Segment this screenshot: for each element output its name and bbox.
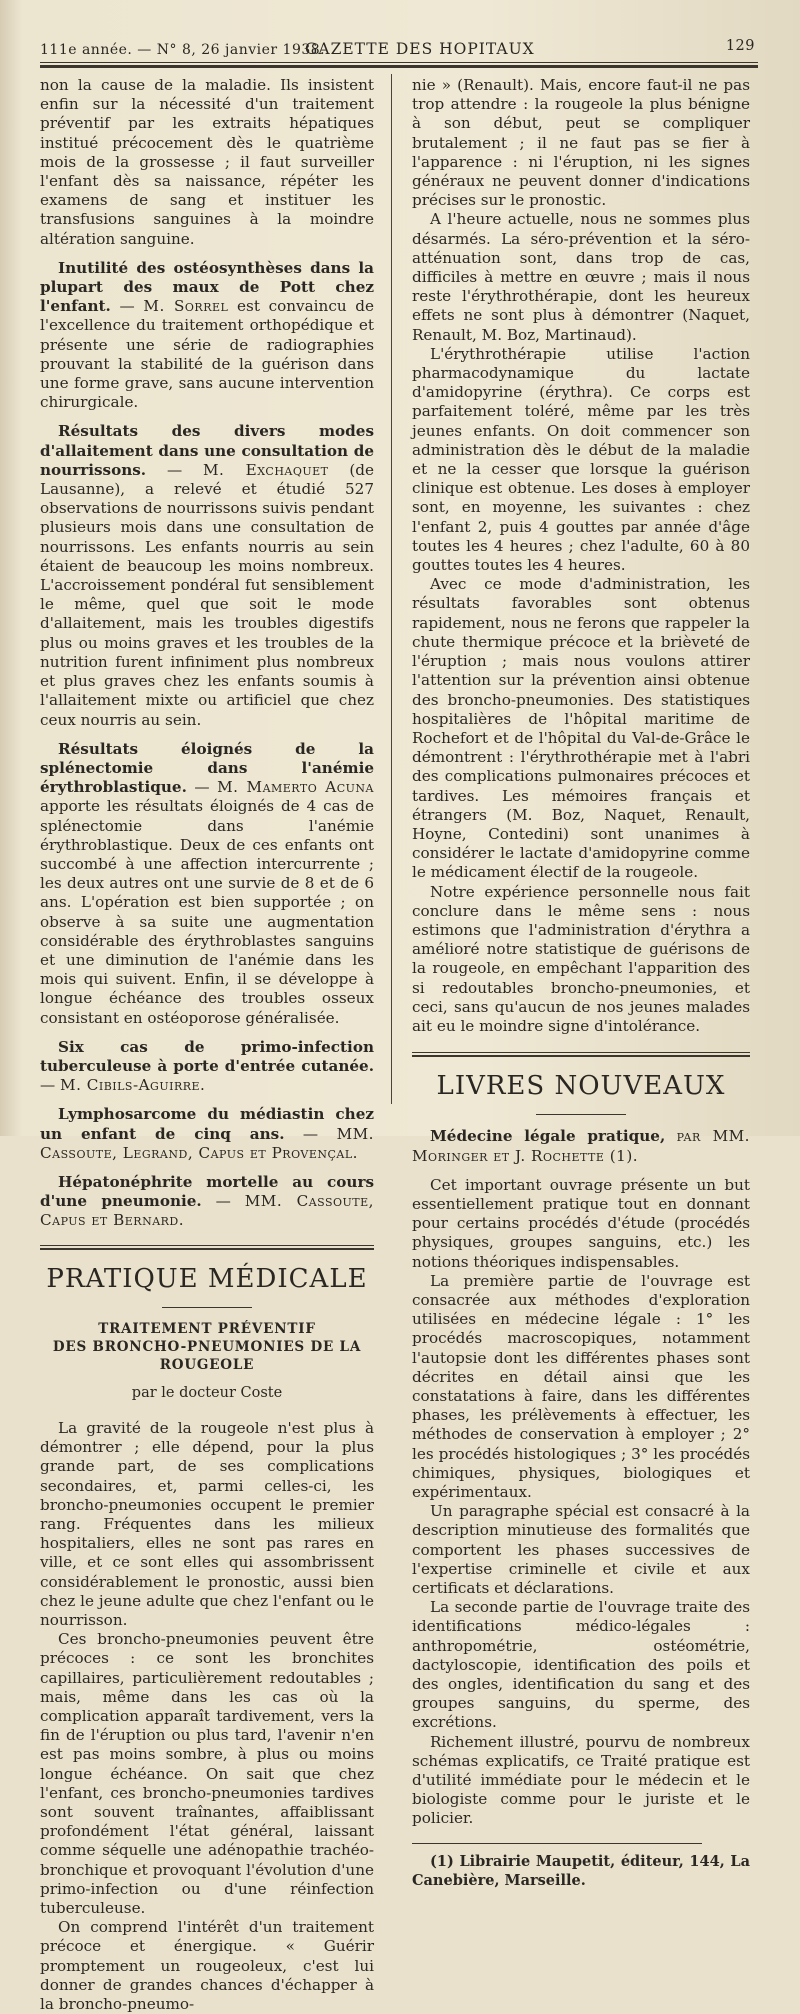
paragraph: Notre expérience personnelle nous fait conclure dans le même sens : nous estimons que l'administration d'érythra a amélioré notre statistique de guérisons de la rougeole, en empêchant l'apparition des si redoutables broncho-pneumonies, et ceci, sans qu'aucun de nos jeunes malades ait eu le moindre signe d'intolérance.: [412, 882, 750, 1035]
section-title: LIVRES NOUVEAUX: [436, 1071, 726, 1102]
report-title: Lymphosarcome du médiastin chez un enfant de cinq ans.: [40, 1105, 374, 1143]
paragraph: La seconde partie de l'ouvrage traite des identifications médico-légales : anthropométrie, ostéométrie, dactyloscopie, identification des poils et des ongles, identification du sang et des groupes sanguins, du sperme, des excrétions.: [412, 1598, 750, 1732]
report-text: apporte les résultats éloignés de 4 cas de splénectomie dans l'anémie érythroblastique. Deux de ces enfants ont succombé à une affection intercurrente ; les deux autres ont une survie de 8 et de 6 ans. L'opération est bien supportée ; on observe à sa suite une augmentation considérable des érythroblastes sanguins et une diminution de l'anémie dans les mois qui suivent. Enfin, il se développe à longue échéance des troubles osseux consistant en ostéoporose généralisée.: [40, 797, 374, 1027]
report-title: Résultats des divers modes d'allaitement dans une consultation de nourrissons.: [40, 422, 374, 479]
section-rule: [412, 1052, 750, 1053]
page-number: 129: [725, 38, 755, 54]
paragraph: non la cause de la maladie. Ils insistent enfin sur la nécessité d'un traitement préventif par les extraits hépatiques institué précocement dès le quatrième mois de la grossesse ; il faut surveiller l'enfant dès sa naissance, répéter les examens de sang et instituer les transfusions sanguines à la moindre altération sanguine.: [40, 76, 374, 248]
article-byline: par le docteur Coste: [131, 1384, 283, 1401]
report-item: Résultats éloignés de la splénectomie dans l'anémie érythroblastique. — M. Mamerto Acuna apporte les résultats éloignés de 4 cas de splénectomie dans l'anémie érythroblastique. Deux de ces enfants ont succombé à une affection intercurrente ; les deux autres ont une survie de 8 et de 6 ans. L'opération est bien supportée ; on observe à sa suite une augmentation considérable des érythroblastes sanguins et une diminution de l'anémie dans les mois qui suivent. Enfin, il se développe à longue échéance des troubles osseux consistant en ostéoporose généralisée.: [40, 739, 374, 1027]
report-item: Résultats des divers modes d'allaitement dans une consultation de nourrissons. — M. Exchaquet (de Lausanne), a relevé et étudié 527 observations de nourrissons suivis pendant plusieurs mois dans une consultation de nourrissons. Les enfants nourris au sein étaient de beaucoup les moins nombreux. L'accroissement pondéral fut sensiblement le même, quel que soit le mode d'allaitement, mais les troubles digestifs plus ou moins graves et les troubles de la nutrition furent infiniment plus nombreux et plus graves chez les enfants soumis à l'allaitement mixte ou artificiel que chez ceux nourris au sein.: [40, 422, 374, 729]
article-title: TRAITEMENT PRÉVENTIF: [98, 1320, 316, 1337]
report-text: est convaincu de l'excellence du traitement orthopédique et présente une série de radiographies prouvant la stabilité de la guérison dans une forme grave, sans aucune intervention chirurgicale.: [40, 297, 375, 412]
header-rule: [40, 62, 758, 63]
paragraph: Avec ce mode d'administration, les résultats favorables sont obtenus rapidement, nous ne ferons que rappeler la chute thermique précoce et la brièveté de l'éruption ; mais nous voulons attirer l'attention sur la prévention ainsi obtenue des broncho-pneumonies. Des statistiques hospitalières de l'hôpital maritime de Rochefort et de l'hôpital du Val-de-Grâce le démontrent : l'érythrothérapie met à l'abri des complications pulmonaires précoces et tardives. Les mémoires français et étrangers (M. Boz, Naquet, Renault, Hoyne, Contedini) sont unanimes à considérer le lactate d'amidopyrine comme le médicament électif de la rougeole.: [412, 575, 750, 882]
section-rule: [40, 1248, 374, 1250]
book-title: Médecine légale pratique,: [430, 1127, 666, 1146]
column-divider: [391, 74, 392, 1104]
paragraph: A l'heure actuelle, nous ne sommes plus désarmés. La séro-prévention et la séro-atténuation sont, dans trop de cas, difficiles à mettre en œuvre ; mais il nous reste l'érythrothérapie, dont les heureux effets ne sont plus à démontrer (Naquet, Renault, M. Boz, Martinaud).: [412, 210, 750, 344]
report-author: M. Mamerto Acuna: [217, 778, 374, 797]
paragraph: La première partie de l'ouvrage est consacrée aux méthodes d'exploration utilisées en médecine légale : 1° les procédés macroscopiques, notamment l'autopsie dont les différentes phases sont décrites en détail ainsi que les constatations à faire, dans les différentes phases, les prélèvements à effectuer, les méthodes de conservation à employer ; 2° les procédés histologiques ; 3° les procédés chimiques, physiques, biologiques et expérimentaux.: [412, 1271, 750, 1502]
paragraph: Richement illustré, pourvu de nombreux schémas explicatifs, ce Traité pratique est d'utilité immédiate pour le médecin et le biologiste comme pour le juriste et le policier.: [412, 1732, 750, 1828]
report-title: Six cas de primo-infection tuberculeuse à porte d'entrée cutanée.: [40, 1037, 374, 1075]
journal-title: GAZETTE DES HOPITAUX: [305, 40, 535, 58]
report-author: M. Cibils-Aguirre.: [60, 1076, 206, 1095]
paragraph: Un paragraphe spécial est consacré à la description minutieuse des formalités que comportent les phases successives de l'expertise criminelle et civile et aux certificats et déclarations.: [412, 1502, 750, 1598]
issue-info: 111e année. — N° 8, 26 janvier 1938.: [40, 42, 326, 58]
article-subtitle: DES BRONCHO-PNEUMONIES DE LA ROUGEOLE: [52, 1338, 362, 1373]
report-author: MM. Cassoute, Capus et Bernard.: [40, 1192, 374, 1230]
report-author: M. Exchaquet: [202, 460, 329, 479]
section-rule: [40, 1245, 374, 1246]
report-author: MM. Cassoute, Legrand, Capus et Provençal.: [40, 1124, 374, 1162]
title-underline: [536, 1114, 626, 1115]
paragraph: Cet important ouvrage présente un but essentiellement pratique tout en donnant pour certains procédés d'étude (procédés physiques, groupes sanguins, etc.) les notions théoriques indispensables.: [412, 1175, 750, 1271]
title-underline: [162, 1307, 252, 1308]
report-title: Hépatonéphrite mortelle au cours d'une pneumonie.: [40, 1172, 374, 1211]
report-item: Lymphosarcome du médiastin chez un enfant de cinq ans. — MM. Cassoute, Legrand, Capus et Provençal.: [40, 1105, 374, 1162]
footnote: (1) Librairie Maupetit, éditeur, 144, La Canebière, Marseille.: [412, 1852, 750, 1889]
paragraph: nie » (Renault). Mais, encore faut-il ne pas trop attendre : la rougeole la plus bénigne à son début, peut se compliquer brutalement ; il ne faut pas se fier à l'apparence : ni l'éruption, ni les signes généraux ne peuvent donner d'indications précises sur le pronostic.: [412, 76, 750, 210]
report-title: Résultats éloignés de la splénectomie dans l'anémie érythroblastique.: [40, 739, 374, 797]
section-rule: [412, 1055, 750, 1057]
book-entry: [412, 1127, 750, 1165]
right-column: [412, 76, 750, 1890]
report-author: M. Sorrel: [143, 297, 229, 316]
paragraph: La gravité de la rougeole n'est plus à démontrer ; elle dépend, pour la plus grande part, de ses complications secondaires, et, parmi celles-ci, les broncho-pneumonies occupent le premier rang. Fréquentes dans les milieux hospitaliers, elles ne sont pas rares en ville, et ce sont elles qui assombrissent considérablement le pronostic, aussi bien chez le jeune adulte que chez l'enfant ou le nourrisson.: [40, 1418, 374, 1630]
report-title: Inutilité des ostéosynthèses dans la plupart des maux de Pott chez l'enfant.: [40, 258, 374, 316]
page-header: [40, 38, 755, 62]
footnote-rule: [412, 1843, 702, 1844]
section-title: PRATIQUE MÉDICALE: [46, 1263, 368, 1294]
report-text: (de Lausanne), a relevé et étudié 527 observations de nourrissons suivis pendant plusieurs mois dans une consultation de nourrissons. Les enfants nourris au sein étaient de beaucoup les moins nombreux. L'accroissement pondéral fut sensiblement le même, quel que soit le mode d'allaitement, mais les troubles digestifs plus ou moins graves et les troubles de la nutrition furent infiniment plus nombreux et plus graves chez les enfants soumis à l'allaitement mixte ou artificiel que chez ceux nourris au sein.: [40, 460, 374, 729]
report-item: Inutilité des ostéosynthèses dans la plupart des maux de Pott chez l'enfant. — M. Sorrel est convaincu de l'excellence du traitement orthopédique et présente une série de radiographies prouvant la stabilité de la guérison dans une forme grave, sans aucune intervention chirurgicale.: [40, 258, 375, 412]
report-item: Six cas de primo-infection tuberculeuse à porte d'entrée cutanée. — M. Cibils-Aguirre.: [40, 1037, 374, 1095]
paragraph: Ces broncho-pneumonies peuvent être précoces : ce sont les bronchites capillaires, particulièrement redoutables ; mais, même dans les cas où la complication apparaît tardivement, vers la fin de l'éruption ou plus tard, l'avenir n'en est pas moins sombre, à plus ou moins longue échéance. On sait que chez l'enfant, ces broncho-pneumonies tardives sont souvent traînantes, affaiblissant profondément l'état général, laissant comme séquelle une adénopathie trachéo-bronchique et provoquant l'évolution d'une primo-infection ou d'une réinfection tuberculeuse.: [40, 1630, 374, 1918]
paragraph: On comprend l'intérêt d'un traitement précoce et énergique. « Guérir promptement un rougeoleux, c'est lui donner de grandes chances d'échapper à la broncho-pneumo-: [40, 1918, 374, 2014]
header-rule-thick: [40, 65, 758, 68]
book-author: par MM. Moringer et J. Rochette (1).: [412, 1127, 750, 1165]
paragraph: L'érythrothérapie utilise l'action pharmacodynamique du lactate d'amidopyrine (érythra). Ce corps est parfaitement toléré, même par les très jeunes enfants. On doit commencer son administration dès le début de la maladie et ne la cesser que lorsque la guérison clinique est obtenue. Les doses à employer sont, en moyenne, les suivantes : chez l'enfant 2, puis 4 gouttes par année d'âge toutes les 4 heures ; chez l'adulte, 60 à 80 gouttes toutes les 4 heures.: [412, 344, 750, 575]
left-column: [40, 76, 374, 2014]
report-item: Hépatonéphrite mortelle au cours d'une pneumonie. — MM. Cassoute, Capus et Bernard.: [40, 1172, 374, 1230]
